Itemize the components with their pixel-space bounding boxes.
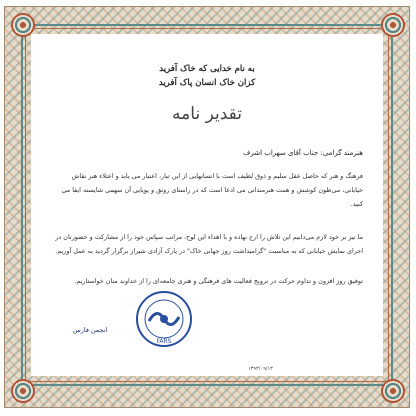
header-line-1: به نام خدایی که خاک آفرید: [159, 64, 255, 74]
footer-date: ۱۳۹۳/۰۹/۱۳: [248, 366, 273, 372]
header-line-2: کزان خاک انسان پاک آفرید: [158, 78, 256, 88]
recipient-greeting: هنرمند گرامی: جناب آقای سهراب اشرف: [243, 149, 363, 157]
certificate-title: تقدیر نامه: [172, 104, 242, 124]
paragraph-3: توفیق روز افزون و تداوم حرکت در ترویج فعالیت های فرهنگی و هنری جامعه‌ای را از خداوند منان خواستاریم.: [74, 277, 363, 285]
corner-ornament-top-right: [380, 12, 406, 38]
corner-ornament-bottom-right: [380, 378, 406, 404]
organization-name: انجمن فارس: [73, 326, 108, 334]
seal-text: FARS: [156, 338, 172, 345]
paragraph-2: ما نیز بر خود لازم می‌دانیم این تلاش را ارج نهاده و با اهداء این لوح، مراتب سپاس خود را از مشارکت و حضورتان در اجرای نمایش خیابانی که به مناسبت "گرامیداشت روز جهانی خاک" در پارک آزادی شیراز برگزار گردید به عمل آوریم.: [55, 233, 363, 255]
corner-ornament-bottom-left: [10, 378, 36, 404]
organization-seal-logo: [135, 290, 193, 348]
certificate-paper: [31, 34, 383, 376]
paragraph-1: فرهنگ و هنر که حاصل عقل سلیم و ذوق لطیف است با انسانهایی از این تبار، اعتبار می یابد و اعتلاء هنر نقاش خیابانی، می‌طون کوشش و همت هنرمندانی می ادعا است که در راستای رونق و پویایی آن سهمی شایسته ایفا می کنید.: [61, 172, 363, 208]
